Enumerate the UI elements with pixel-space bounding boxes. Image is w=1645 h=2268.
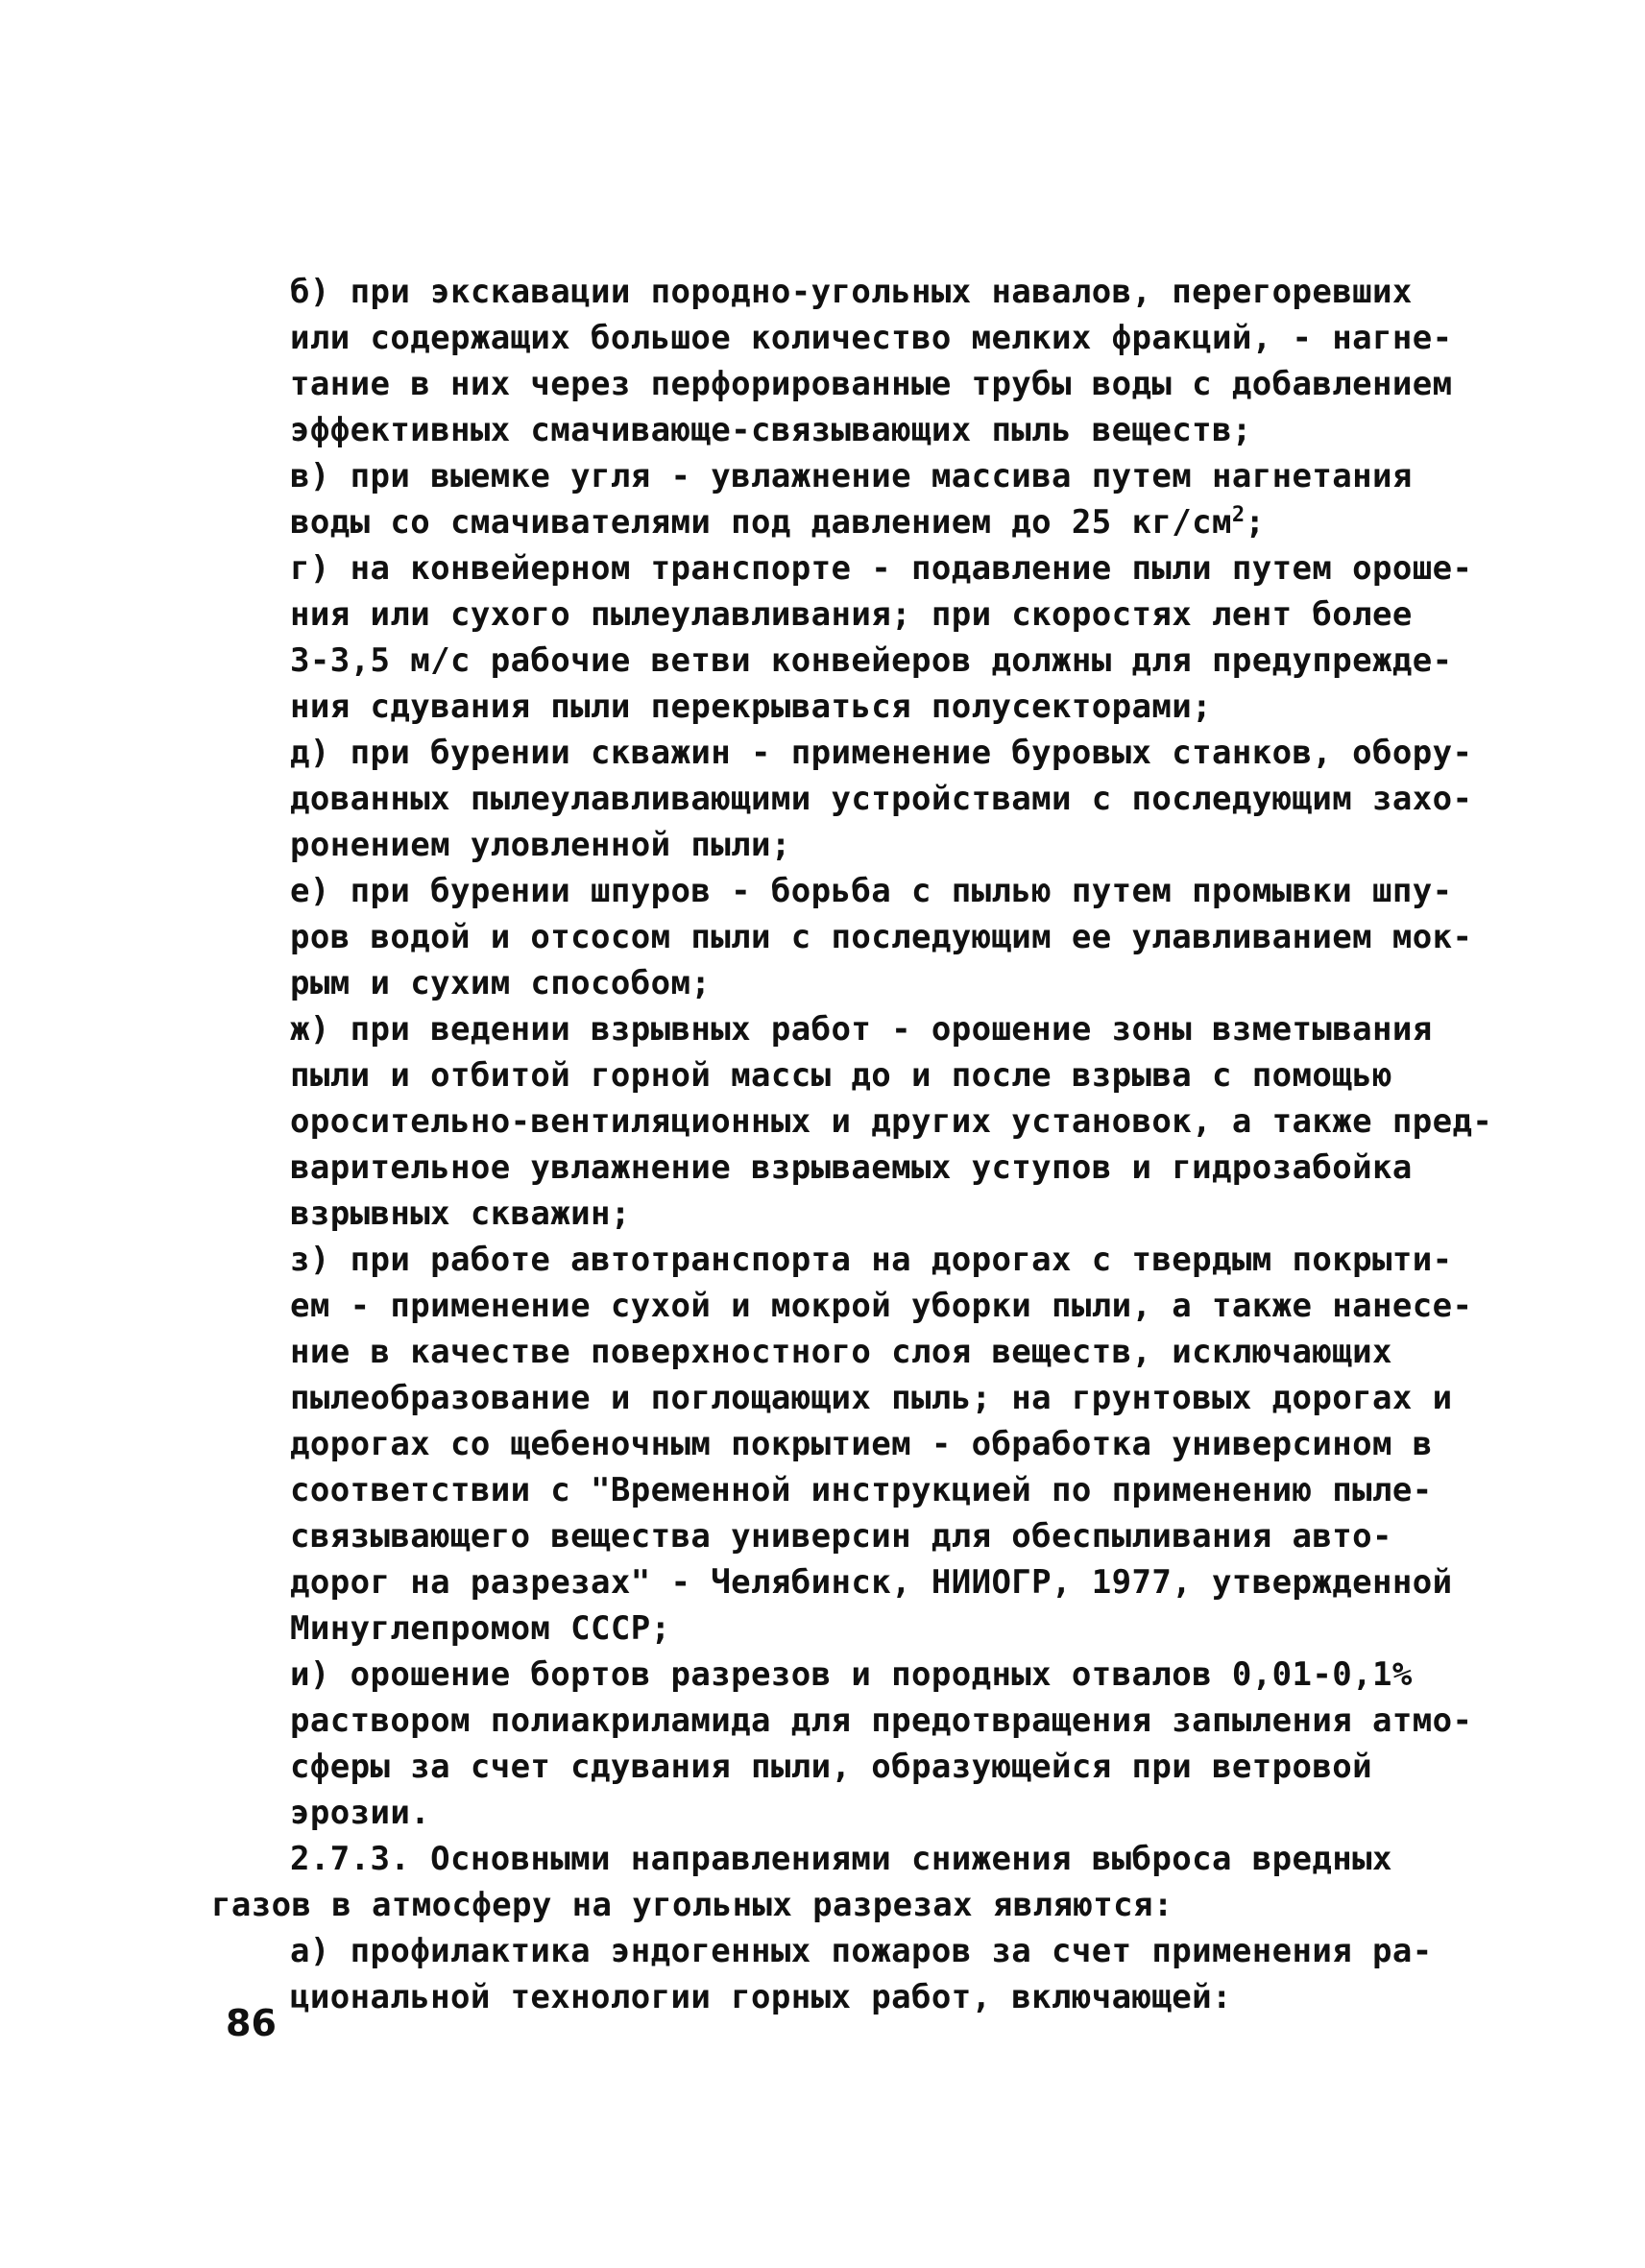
text-line: а) профилактика эндогенных пожаров за счет применения ра-	[290, 1932, 1433, 1970]
text-line: дорог на разрезах" - Челябинск, НИИОГР, 1977, утвержденной	[290, 1563, 1453, 1602]
text-line: ния или сухого пылеулавливания; при скоростях лент более	[290, 595, 1413, 634]
page-number: 86	[226, 2002, 277, 2044]
text-line: циональной технологии горных работ, включающей:	[290, 1978, 1232, 2016]
text-line: тание в них через перфорированные трубы воды с добавлением	[290, 365, 1453, 403]
text-line: ров водой и отсосом пыли с последующим ее улавливанием мок-	[290, 918, 1473, 956]
text-line: дорогах со щебеночным покрытием - обработка универсином в	[290, 1425, 1433, 1463]
text-line: д) при бурении скважин - применение буровых станков, обору-	[290, 734, 1473, 772]
text-line: связывающего вещества универсин для обеспыливания авто-	[290, 1517, 1392, 1556]
superscript: 2	[1231, 503, 1246, 527]
text-line-with-superscript	[290, 500, 1265, 544]
section-heading-line: 2.7.3. Основными направлениями снижения выброса вредных	[290, 1840, 1392, 1878]
text-line: воды со смачивателями под давлением до 25 кг/см	[290, 503, 1232, 542]
text-line: дованных пылеулавливающими устройствами с последующим захо-	[290, 780, 1473, 818]
text-line: з) при работе автотранспорта на дорогах с твердым покрыти-	[290, 1241, 1453, 1279]
text-line: или содержащих большое количество мелких фракций, - нагне-	[290, 319, 1453, 357]
text-line: ния сдувания пыли перекрываться полусекторами;	[290, 688, 1213, 726]
text-line: пылеобразование и поглощающих пыль; на грунтовых дорогах и	[290, 1379, 1453, 1417]
text-line: ронением уловленной пыли;	[290, 826, 791, 864]
text-line: ем - применение сухой и мокрой уборки пыли, а также нанесе-	[290, 1287, 1473, 1325]
text-line: Минуглепромом СССР;	[290, 1609, 671, 1648]
line-suffix: ;	[1245, 503, 1266, 542]
text-line: е) при бурении шпуров - борьба с пылью путем промывки шпу-	[290, 872, 1453, 910]
text-line: рым и сухим способом;	[290, 964, 712, 1002]
text-line: газов в атмосферу на угольных разрезах являются:	[211, 1886, 1173, 1924]
text-line: и) орошение бортов разрезов и породных отвалов 0,01-0,1%	[290, 1655, 1413, 1694]
text-line: соответствии с "Временной инструкцией по применению пыле-	[290, 1471, 1433, 1509]
text-line: пыли и отбитой горной массы до и после взрыва с помощью	[290, 1056, 1392, 1095]
text-line: эрозии.	[290, 1794, 431, 1832]
text-line: варительное увлажнение взрываемых уступов и гидрозабойка	[290, 1148, 1413, 1187]
text-line: взрывных скважин;	[290, 1194, 631, 1233]
text-line: в) при выемке угля - увлажнение массива путем нагнетания	[290, 457, 1413, 495]
text-line: 3-3,5 м/с рабочие ветви конвейеров должны для предупрежде-	[290, 641, 1453, 680]
text-line: г) на конвейерном транспорте - подавление пыли путем ороше-	[290, 549, 1473, 588]
text-line: оросительно-вентиляционных и других установок, а также пред-	[290, 1102, 1493, 1141]
text-line: б) при экскавации породно-угольных навалов, перегоревших	[290, 273, 1413, 311]
text-line: сферы за счет сдувания пыли, образующейся при ветровой	[290, 1748, 1372, 1786]
text-line: ж) при ведении взрывных работ - орошение зоны взметывания	[290, 1010, 1433, 1049]
text-line: раствором полиакриламида для предотвращения запыления атмо-	[290, 1701, 1473, 1740]
text-line: эффективных смачивающе-связывающих пыль веществ;	[290, 411, 1252, 449]
text-line: ние в качестве поверхностного слоя веществ, исключающих	[290, 1333, 1392, 1371]
